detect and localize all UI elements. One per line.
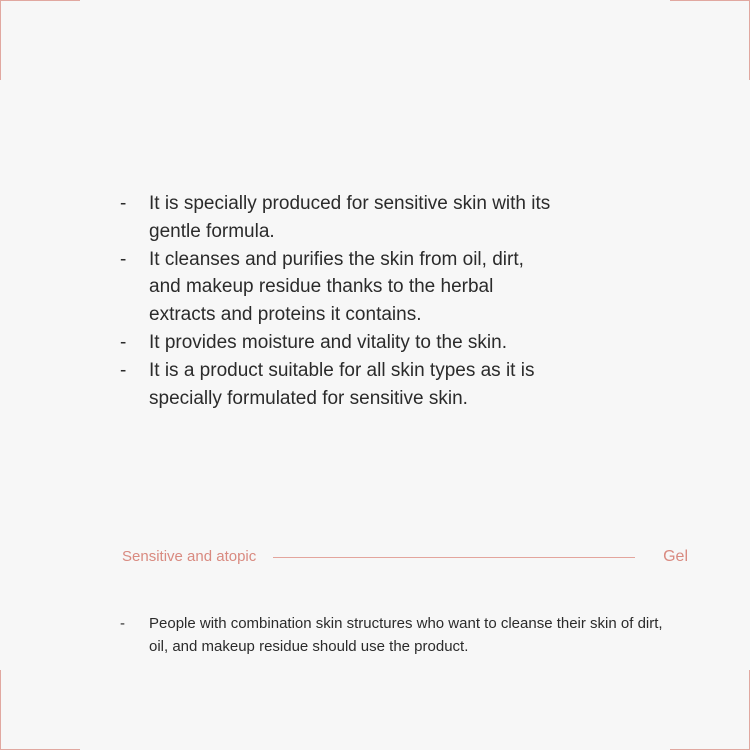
bullet-dash: - <box>120 248 127 270</box>
divider-line <box>273 557 635 558</box>
feature-item <box>120 329 560 357</box>
skin-type-label: Sensitive and atopic <box>122 548 257 565</box>
product-form-label: Gel <box>663 548 688 565</box>
feature-list <box>120 190 560 412</box>
feature-text: It is specially produced for sensitive skin with its gentle formula. <box>149 193 551 242</box>
feature-text: It provides moisture and vitality to the skin. <box>149 331 507 353</box>
corner-mark-top-left <box>0 0 80 80</box>
category-divider <box>122 546 688 568</box>
bullet-dash: - <box>120 359 127 381</box>
feature-item <box>120 246 560 329</box>
bullet-dash: - <box>120 193 127 214</box>
feature-text: It cleanses and purifies the skin from oil, dirt, and makeup residue thanks to the herbal extracts and proteins it contains. <box>149 248 524 326</box>
feature-item <box>120 357 560 413</box>
bullet-dash: - <box>120 615 125 632</box>
corner-mark-bottom-left <box>0 670 80 750</box>
usage-text: People with combination skin structures who want to cleanse their skin of dirt, oil, and makeup residue should use the product. <box>149 615 663 655</box>
usage-list <box>120 612 680 658</box>
feature-item <box>120 190 560 246</box>
corner-mark-top-right <box>670 0 750 80</box>
corner-mark-bottom-right <box>670 670 750 750</box>
bullet-dash: - <box>120 331 127 353</box>
feature-text: It is a product suitable for all skin types as it is specially formulated for sensitive skin. <box>149 359 535 409</box>
usage-item <box>120 612 680 658</box>
